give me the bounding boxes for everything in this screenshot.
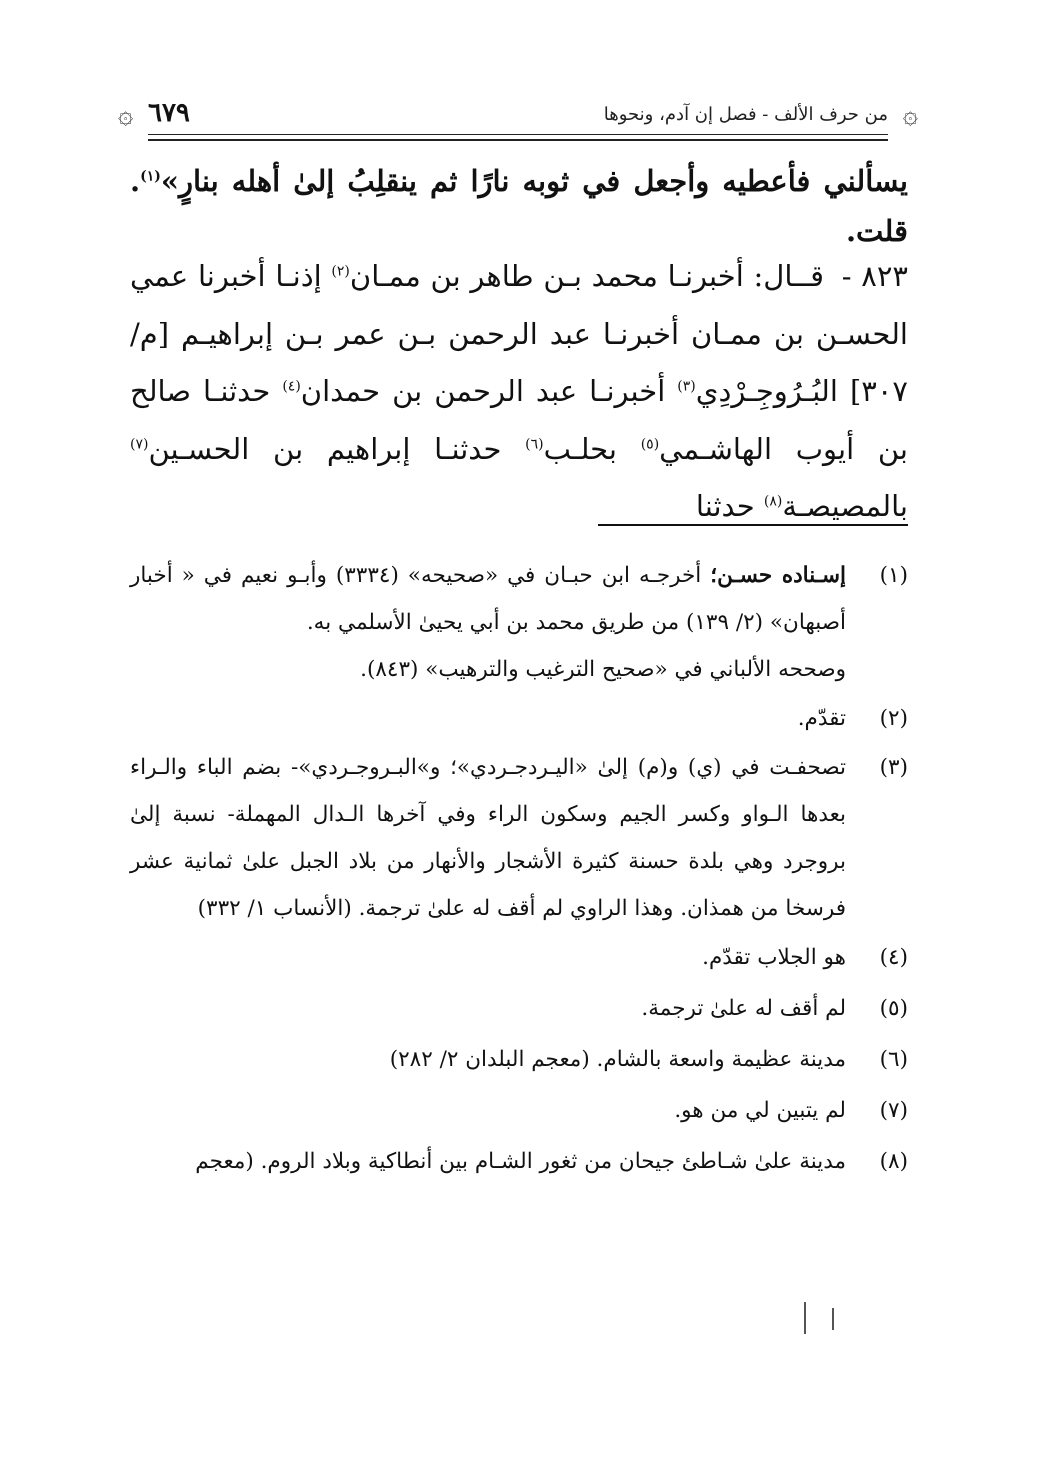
hadith-text: إذنـا أخبرنا عمي الحسـن بن ممـان أخبرنـا عبد الرحمن بـن عمر بـن إبراهيـم [م/ ٣٠٧] البُـرُوجِـرْدِي: [130, 259, 908, 408]
footnote-ref: (٤): [282, 378, 301, 395]
footnote-number: (٨): [879, 1149, 908, 1174]
footnote-text: أخرجـه ابن حبـان في «صحيحه» (٣٣٣٤) وأبـو نعيم في « أخبار أصبهان» (٢/ ١٣٩) من طريق محمد بن أبي يحيىٰ الأسلمي به.: [130, 563, 846, 635]
lead-line-text: يسألني فأعطيه وأجعل في ثوبه نارًا ثم ينقلِبُ إلىٰ أهله بنارٍ»: [160, 164, 908, 198]
footnote-number: (٣): [879, 755, 908, 780]
footnote-ref: (٥): [640, 435, 660, 452]
footnote-text: تقدّم.: [797, 706, 846, 731]
footnote-item: [130, 932, 908, 983]
ornament-icon: ۞: [902, 100, 918, 130]
footnote-number: (٦): [879, 1047, 908, 1072]
footnote-ref: (٨): [763, 493, 783, 510]
footnote-number: (٤): [879, 945, 908, 970]
footnote-ref: (٦): [525, 435, 544, 452]
footnote-text: لم أقف له علىٰ ترجمة.: [641, 996, 846, 1021]
footnotes: [130, 552, 908, 1187]
lead-line: [130, 156, 908, 256]
footnote-separator: [598, 524, 908, 526]
hadith-text: حدثنا: [695, 489, 755, 523]
footnote-ref: (٢): [331, 263, 350, 280]
footnote-ref: (٧): [130, 435, 149, 452]
footnote-item: [130, 1085, 908, 1136]
footnote-text: تصحفـت في (ي) و(م) إلىٰ «اليـردجـردي»؛ و»البـروجـردي»- بضم الباء والـراء بعدها الـواو وكسر الجيم وسكون الراء وفي آخرها الـدال المهملة- نسبة إلىٰ بروجرد وهي بلدة حسنة كثيرة الأشجار والأنهار من بلاد الجبل علىٰ ثمانية عشر فرسخا من همذان. وهذا الراوي لم أقف له علىٰ ترجمة. (الأنساب ١/ ٣٣٢): [130, 755, 846, 921]
lead-line-tail: . قلت.: [130, 164, 908, 248]
footnote-item: [130, 1136, 908, 1187]
footnote-text: لم يتبين لي من هو.: [674, 1098, 846, 1123]
footnote-number: (٧): [879, 1098, 908, 1123]
ornament-icon: ۞: [118, 100, 134, 130]
footnote-item: [130, 744, 908, 932]
footnote-number: (١): [879, 563, 908, 588]
hadith-number: ٨٢٣ -: [841, 259, 908, 293]
footnote-item: [130, 983, 908, 1034]
footnote-item: [130, 693, 908, 744]
header-rule: [148, 134, 888, 141]
page-number: ٦٧٩: [148, 98, 190, 128]
hadith-paragraph: [130, 248, 908, 536]
running-title: من حرف الألف - فصل إن آدم، ونحوها: [603, 104, 888, 125]
hadith-text: حدثنـا إبراهيم بن الحسـين: [148, 431, 502, 466]
hadith-text: حدثنـا صالح بن أيوب الهاشـمي: [130, 374, 908, 466]
footnote-item: [130, 552, 908, 693]
hadith-text: أخبرنـا عبد الرحمن بن حمدان: [300, 374, 666, 408]
footnote-item: [130, 1034, 908, 1085]
footnote-text: وصححه الألباني في «صحيح الترغيب والترهيب» (٨٤٣).: [360, 657, 846, 682]
footnote-ref: (١): [140, 168, 161, 185]
running-header: [118, 96, 918, 142]
footnote-ref: (٣): [677, 378, 696, 395]
scan-marks: [804, 1302, 844, 1338]
footnote-bold-text: إسـناده حسـن؛: [710, 563, 846, 588]
footnote-text: مدينة عظيمة واسعة بالشام. (معجم البلدان ٢/ ٢٨٢): [389, 1047, 846, 1072]
footnote-text: مدينة علىٰ شـاطئ جيحان من ثغور الشـام بين أنطاكية وبلاد الروم. (معجم: [195, 1149, 846, 1174]
footnote-text: هو الجلاب تقدّم.: [702, 945, 846, 970]
hadith-text: قــال: أخبرنـا محمد بـن طاهر بن ممـان: [349, 259, 825, 293]
hadith-text: بالمصيصـة: [782, 489, 908, 523]
footnote-number: (٥): [879, 996, 908, 1021]
hadith-text: بحلـب: [543, 431, 617, 466]
footnote-number: (٢): [879, 706, 908, 731]
